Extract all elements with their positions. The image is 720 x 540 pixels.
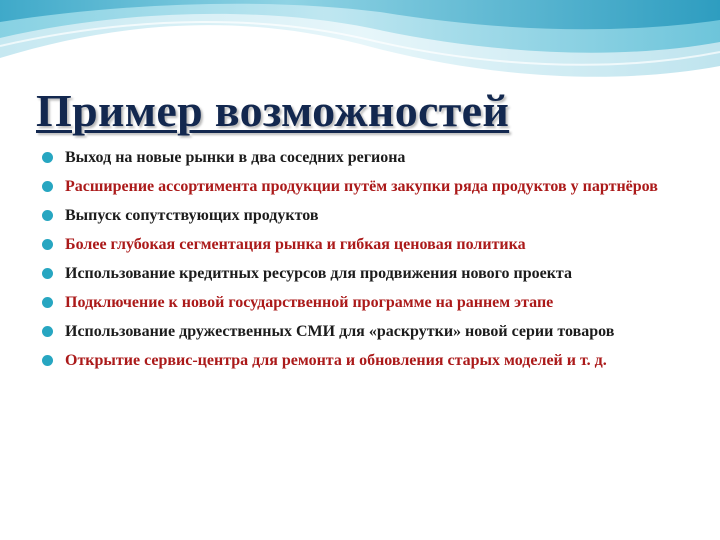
slide-title: Пример возможностей (36, 85, 510, 136)
bullet-point-icon (42, 326, 53, 337)
bullet-point-icon (42, 297, 53, 308)
bullet-text: Выход на новые рынки в два соседних региона (65, 149, 406, 166)
bullet-point-icon (42, 355, 53, 366)
bullet-item-related-products (42, 204, 690, 228)
bullet-item-segmentation (42, 233, 690, 257)
bullet-point-icon (42, 210, 53, 221)
bullet-item-state-program (42, 291, 690, 315)
bullet-text: Расширение ассортимента продукции путём закупки ряда продуктов у партнёров (65, 178, 658, 195)
bullet-point-icon (42, 181, 53, 192)
bullet-text: Более глубокая сегментация рынка и гибкая ценовая политика (65, 236, 526, 253)
bullet-text: Выпуск сопутствующих продуктов (65, 207, 319, 224)
bullet-point-icon (42, 152, 53, 163)
bullet-item-service-center (42, 349, 690, 373)
bullet-item-new-markets (42, 146, 690, 170)
bullet-item-media-promotion (42, 320, 690, 344)
bullet-text: Открытие сервис-центра для ремонта и обновления старых моделей и т. д. (65, 352, 607, 369)
bullet-text: Использование кредитных ресурсов для продвижения нового проекта (65, 265, 572, 282)
bullet-item-credit-resources (42, 262, 690, 286)
bullet-point-icon (42, 268, 53, 279)
bullet-item-assortment (42, 175, 690, 199)
bullet-text: Подключение к новой государственной программе на раннем этапе (65, 294, 554, 311)
bullet-text: Использование дружественных СМИ для «раскрутки» новой серии товаров (65, 323, 615, 340)
bullet-list (42, 146, 690, 378)
bullet-point-icon (42, 239, 53, 250)
